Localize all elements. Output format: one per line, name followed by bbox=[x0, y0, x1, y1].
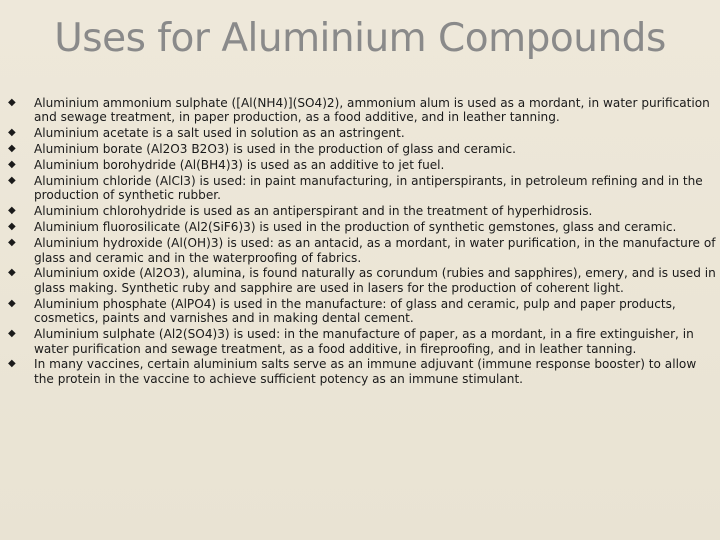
bullet-item bbox=[8, 204, 716, 218]
bullet-text: Aluminium chloride (AlCl3) is used: in paint manufacturing, in antiperspirants, in petroleum refining and in the production of synthetic rubber. bbox=[34, 174, 703, 203]
diamond-bullet-icon: ◆ bbox=[8, 143, 16, 155]
diamond-bullet-icon: ◆ bbox=[8, 97, 16, 108]
bullet-text: Aluminium phosphate (AlPO4) is used in the manufacture: of glass and ceramic, pulp and paper products, cosmetics, paints and varnishes and in making dental cement. bbox=[34, 296, 676, 326]
diamond-bullet-icon: ◆ bbox=[8, 127, 16, 139]
diamond-bullet-icon: ◆ bbox=[8, 328, 16, 340]
bullet-item bbox=[8, 236, 716, 265]
bullet-item bbox=[8, 126, 716, 140]
diamond-bullet-icon: ◆ bbox=[8, 267, 16, 279]
diamond-bullet-icon: ◆ bbox=[8, 358, 16, 370]
bullet-item bbox=[8, 220, 716, 234]
bullet-item bbox=[8, 357, 716, 386]
bullet-item bbox=[8, 142, 716, 156]
diamond-bullet-icon: ◆ bbox=[8, 221, 16, 233]
bullet-text: Aluminium ammonium sulphate ([Al(NH4)](SO4)2), ammonium alum is used as a mordant, in water purification and sewage treatment, in paper production, as a food additive, and in leather tanning. bbox=[34, 96, 710, 125]
bullet-text: Aluminium sulphate (Al2(SO4)3) is used: in the manufacture of paper, as a mordant, in a fire extinguisher, in water purification and sewage treatment, as a food additive, in fireproofing, and in leather tanning. bbox=[34, 327, 694, 356]
slide-title: Uses for Aluminium Compounds bbox=[54, 16, 666, 61]
diamond-bullet-icon: ◆ bbox=[8, 159, 16, 171]
bullet-text: Aluminium borohydride (Al(BH4)3) is used as an additive to jet fuel. bbox=[34, 158, 445, 173]
bullet-item bbox=[8, 266, 716, 295]
bullet-item bbox=[8, 174, 716, 203]
bullet-text: Aluminium acetate is a salt used in solution as an astringent. bbox=[34, 126, 405, 141]
bullet-text: In many vaccines, certain aluminium salts serve as an immune adjuvant (immune response booster) to allow the protein in the vaccine to achieve sufficient potency as an immune stimulant. bbox=[34, 357, 697, 386]
diamond-bullet-icon: ◆ bbox=[8, 237, 16, 249]
bullet-item bbox=[8, 297, 716, 326]
bullet-text: Aluminium hydroxide (Al(OH)3) is used: as an antacid, as a mordant, in water purification, in the manufacture of glass and ceramic and in the waterproofing of fabrics. bbox=[34, 236, 716, 265]
bullet-text: Aluminium borate (Al2O3 B2O3) is used in the production of glass and ceramic. bbox=[34, 142, 516, 157]
diamond-bullet-icon: ◆ bbox=[8, 175, 16, 187]
bullet-text: Aluminium fluorosilicate (Al2(SiF6)3) is used in the production of synthetic gemstones, glass and ceramic. bbox=[34, 220, 677, 235]
diamond-bullet-icon: ◆ bbox=[8, 205, 16, 217]
bullet-item bbox=[8, 158, 716, 172]
diamond-bullet-icon: ◆ bbox=[8, 297, 16, 309]
bullet-item bbox=[8, 96, 716, 125]
bullet-list bbox=[8, 96, 716, 388]
bullet-text: Aluminium oxide (Al2O3), alumina, is found naturally as corundum (rubies and sapphires), emery, and is used in glass making. Synthetic ruby and sapphire are used in lasers for the production of coherent light. bbox=[34, 266, 716, 295]
bullet-text: Aluminium chlorohydride is used as an antiperspirant and in the treatment of hyperhidrosis. bbox=[34, 204, 593, 219]
bullet-item bbox=[8, 327, 716, 356]
